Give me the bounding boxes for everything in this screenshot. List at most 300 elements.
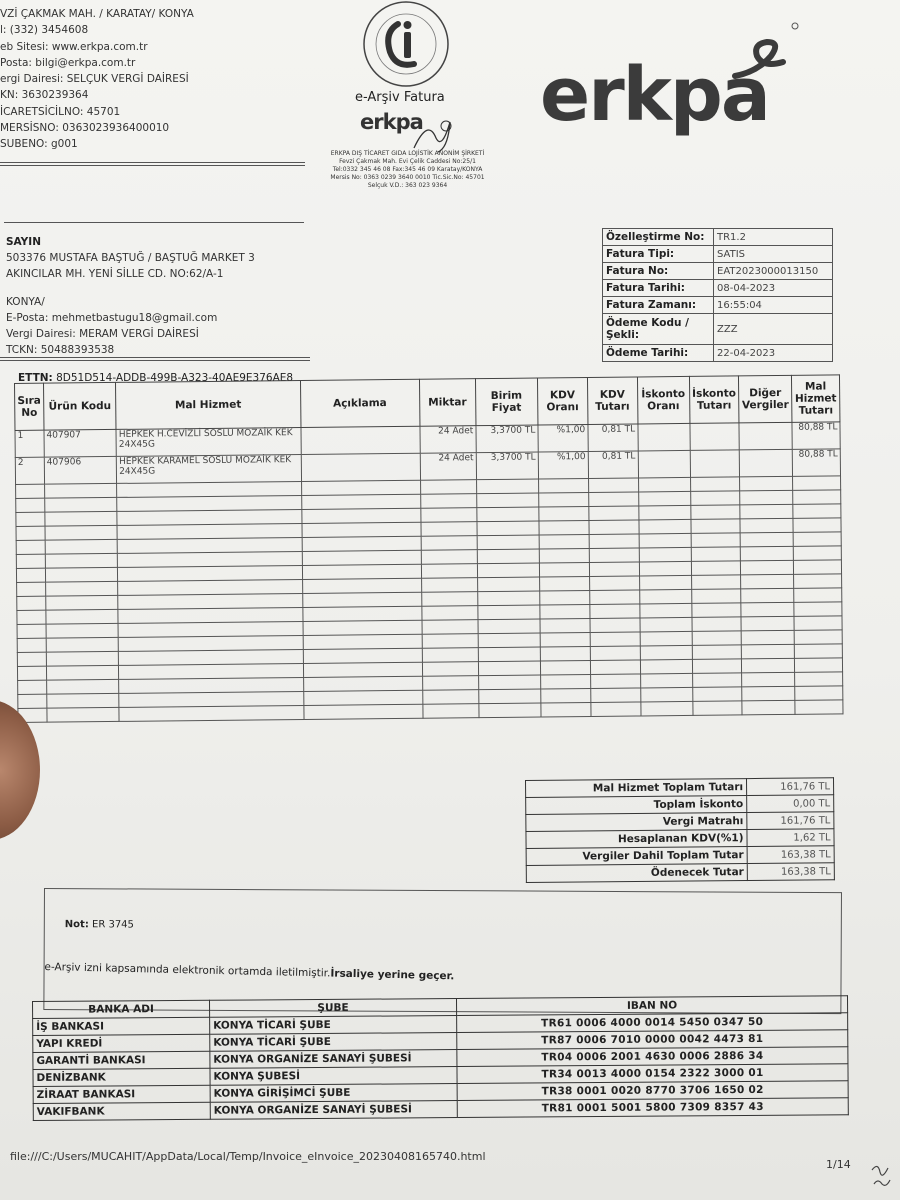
empty-cell <box>691 547 741 562</box>
empty-cell <box>422 662 478 677</box>
bank-iban: TR38 0001 0020 8770 3706 1650 02 <box>457 1081 848 1101</box>
empty-cell <box>303 676 422 691</box>
divider <box>0 357 310 358</box>
note-line <box>65 919 134 930</box>
totals-row <box>526 863 834 883</box>
bank-accounts-table <box>32 995 849 1121</box>
empty-cell <box>302 550 421 565</box>
earsiv-note <box>44 961 454 982</box>
empty-cell <box>541 688 591 703</box>
empty-cell <box>302 564 421 579</box>
col-header: IBAN NO <box>456 996 847 1016</box>
seller-line: SUBENO: g001 <box>0 138 78 151</box>
empty-cell <box>478 619 540 634</box>
col-header: İskonto Tutarı <box>689 376 739 424</box>
cell <box>739 449 792 477</box>
seller-line: KN: 3630239364 <box>0 89 89 102</box>
buyer-info <box>6 234 255 358</box>
empty-cell <box>540 674 590 689</box>
total-value: 0,00 TL <box>747 795 834 813</box>
empty-cell <box>16 568 45 582</box>
bank-branch: KONYA ORGANİZE SANAYİ ŞUBESİ <box>210 1101 457 1120</box>
empty-cell <box>639 561 691 576</box>
cell: 407906 <box>44 456 117 484</box>
empty-cell <box>303 620 422 635</box>
empty-cell <box>478 647 540 662</box>
empty-cell <box>793 532 841 547</box>
cell: 80,88 TL <box>792 449 840 477</box>
empty-cell <box>740 518 793 533</box>
empty-cell <box>302 536 421 551</box>
meta-row <box>603 314 833 345</box>
empty-cell <box>423 704 479 719</box>
seller-line: l: (332) 3454608 <box>0 24 89 37</box>
cell: 80,88 TL <box>792 422 840 450</box>
empty-cell <box>16 540 45 554</box>
empty-cell <box>690 505 740 520</box>
bank-iban: TR81 0001 5001 5800 7309 8357 43 <box>457 1098 848 1118</box>
empty-cell <box>18 680 47 694</box>
cell: 0,81 TL <box>588 424 638 452</box>
bank-name: DENİZBANK <box>33 1068 210 1086</box>
empty-cell <box>691 519 741 534</box>
bank-name: ZİRAAT BANKASI <box>33 1085 210 1103</box>
cell: %1,00 <box>538 451 588 479</box>
empty-cell <box>742 672 795 687</box>
bank-iban: TR61 0006 4000 0014 5450 0347 50 <box>457 1013 848 1033</box>
empty-cell <box>420 494 476 509</box>
empty-cell <box>590 618 640 633</box>
empty-cell <box>47 693 119 708</box>
col-header: ŞUBE <box>209 999 456 1018</box>
empty-cell <box>420 480 476 495</box>
stamp-line: Fevzi Çakmak Mah. Evi Çelik Caddesi No:25/1 <box>339 158 476 165</box>
empty-cell <box>590 632 640 647</box>
empty-cell <box>478 633 540 648</box>
empty-cell <box>476 493 538 508</box>
empty-cell <box>303 634 422 649</box>
cell: 2 <box>15 457 44 484</box>
total-label: Ödenecek Tutar <box>526 864 747 883</box>
empty-cell <box>691 589 741 604</box>
empty-cell <box>691 603 741 618</box>
empty-cell <box>16 554 45 568</box>
buyer-line <box>6 282 255 294</box>
total-label: Vergi Matrahı <box>526 813 747 832</box>
cell: %1,00 <box>538 424 588 452</box>
empty-cell <box>421 536 477 551</box>
empty-cell <box>639 575 691 590</box>
note-label: Not: <box>64 919 89 931</box>
erkpa-logo <box>540 18 800 138</box>
meta-label: Fatura Tipi: <box>603 246 714 263</box>
empty-cell <box>795 686 843 701</box>
empty-cell <box>639 519 691 534</box>
cell <box>690 450 740 478</box>
empty-cell <box>421 578 477 593</box>
empty-cell <box>794 644 842 659</box>
meta-value: 16:55:04 <box>714 297 833 314</box>
empty-cell <box>741 574 794 589</box>
stamp-line: Tel:0332 345 46 08 Fax:345 46 09 Karatay/KONYA <box>332 166 483 173</box>
col-header: Ürün Kodu <box>43 382 116 430</box>
empty-cell <box>589 506 639 521</box>
cell: 0,81 TL <box>588 451 638 479</box>
cell <box>301 426 420 454</box>
buyer-line: 503376 MUSTAFA BAŞTUĞ / BAŞTUĞ MARKET 3 <box>6 252 255 264</box>
empty-cell <box>640 631 692 646</box>
empty-cell <box>17 624 46 638</box>
total-value: 163,38 TL <box>747 863 834 881</box>
empty-cell <box>539 562 589 577</box>
empty-cell <box>45 483 117 498</box>
empty-cell <box>640 687 692 702</box>
empty-cell <box>589 548 639 563</box>
empty-cell <box>589 576 639 591</box>
empty-cell <box>589 590 639 605</box>
seller-line: eb Sitesi: www.erkpa.com.tr <box>0 40 148 53</box>
meta-label: Fatura Tarihi: <box>603 280 714 297</box>
empty-cell <box>691 575 741 590</box>
empty-cell <box>591 702 641 717</box>
empty-cell <box>690 477 740 492</box>
empty-cell <box>478 675 540 690</box>
cell <box>690 423 740 451</box>
cell: HEPKEK KARAMEL SOSLU MOZAİK KEK 24X45G <box>117 455 302 484</box>
empty-cell <box>740 546 793 561</box>
bank-branch: KONYA TİCARİ ŞUBE <box>210 1016 457 1035</box>
empty-cell <box>590 604 640 619</box>
empty-cell <box>18 694 47 708</box>
empty-cell <box>741 560 794 575</box>
empty-cell <box>691 533 741 548</box>
empty-cell <box>17 582 46 596</box>
empty-cell <box>303 690 422 705</box>
bank-name: YAPI KREDİ <box>33 1034 210 1052</box>
total-label: Toplam İskonto <box>526 796 747 815</box>
meta-row <box>603 345 833 362</box>
ettn-value: 8D51D514-ADDB-499B-A323-40AE9E376AE8 <box>56 372 294 384</box>
buyer-line: TCKN: 50488393538 <box>6 344 115 356</box>
empty-cell <box>476 479 538 494</box>
empty-cell <box>46 609 118 624</box>
empty-cell <box>45 511 117 526</box>
empty-cell <box>690 491 740 506</box>
divider <box>0 360 310 361</box>
col-header: Diğer Vergiler <box>739 375 792 423</box>
empty-cell <box>16 498 45 512</box>
empty-cell <box>793 476 841 491</box>
total-label: Mal Hizmet Toplam Tutarı <box>526 779 747 798</box>
empty-cell <box>46 595 118 610</box>
empty-cell <box>540 646 590 661</box>
seller-line: MERSİSNO: 0363023936400010 <box>0 122 170 135</box>
cell: 24 Adet <box>420 426 476 454</box>
empty-cell <box>590 688 640 703</box>
empty-cell <box>421 522 477 537</box>
empty-cell <box>640 645 692 660</box>
buyer-line: Vergi Dairesi: MERAM VERGİ DAİRESİ <box>6 328 199 340</box>
buyer-line: AKINCILAR MH. YENİ SİLLE CD. NO:62/A-1 <box>6 268 224 280</box>
empty-cell <box>421 592 477 607</box>
empty-cell <box>303 704 422 719</box>
note-value: ER 3745 <box>91 919 134 931</box>
empty-cell <box>303 662 422 677</box>
empty-cell <box>422 690 478 705</box>
empty-cell <box>742 700 795 715</box>
total-value: 161,76 TL <box>747 812 834 830</box>
empty-cell <box>16 512 45 526</box>
empty-cell <box>740 504 793 519</box>
seller-line: ergi Dairesi: SELÇUK VERGİ DAİRESİ <box>0 73 189 86</box>
empty-cell <box>795 672 843 687</box>
empty-cell <box>479 703 541 718</box>
total-value: 1,62 TL <box>747 829 834 847</box>
empty-cell <box>793 504 841 519</box>
empty-cell <box>540 604 590 619</box>
empty-cell <box>303 648 422 663</box>
seller-line: Posta: bilgi@erkpa.com.tr <box>0 56 136 69</box>
empty-cell <box>793 518 841 533</box>
empty-cell <box>794 616 842 631</box>
cell: 407907 <box>44 429 117 457</box>
ettn-label: ETTN: <box>18 372 53 384</box>
empty-cell <box>17 638 46 652</box>
cell <box>638 423 690 451</box>
col-header: Açıklama <box>300 379 420 427</box>
col-header: BANKA ADI <box>33 1000 210 1018</box>
empty-cell <box>590 674 640 689</box>
stamp-line: Selçuk V.D.: 363 023 9364 <box>367 182 448 189</box>
empty-cell <box>421 550 477 565</box>
empty-cell <box>46 581 118 596</box>
document-title: e-Arşiv Fatura <box>355 90 445 105</box>
empty-cell <box>590 660 640 675</box>
file-path: file:///C:/Users/MUCAHIT/AppData/Local/Temp/Invoice_eInvoice_20230408165740.html <box>10 1150 486 1163</box>
empty-cell <box>46 665 118 680</box>
empty-cell <box>478 605 540 620</box>
seller-info <box>0 6 194 153</box>
meta-value: TR1.2 <box>714 229 833 246</box>
bank-name: VAKIFBANK <box>33 1102 210 1120</box>
col-header: Mal Hizmet <box>116 381 301 430</box>
cell <box>739 422 792 450</box>
page-number: 1/14 <box>826 1158 851 1171</box>
buyer-heading: SAYIN <box>6 236 41 248</box>
empty-cell <box>477 591 539 606</box>
col-header: Miktar <box>419 379 475 427</box>
stamp-line: Mersis No: 0363 0239 3640 0010 Tic.Sic.No: 45701 <box>330 174 485 181</box>
empty-cell <box>589 534 639 549</box>
col-header: Mal Hizmet Tutarı <box>791 375 839 422</box>
bank-iban: TR87 0006 7010 0000 0042 4473 81 <box>457 1030 848 1050</box>
empty-cell <box>741 616 794 631</box>
empty-cell <box>46 637 118 652</box>
meta-value: ZZZ <box>714 314 833 345</box>
empty-cell <box>640 673 692 688</box>
empty-cell <box>302 606 421 621</box>
empty-cell <box>539 576 589 591</box>
meta-value: 22-04-2023 <box>714 345 833 362</box>
empty-cell <box>540 618 590 633</box>
empty-cell <box>302 592 421 607</box>
bank-iban: TR04 0006 2001 4630 0006 2886 34 <box>457 1047 848 1067</box>
meta-label: Özelleştirme No: <box>603 229 714 246</box>
empty-cell <box>422 634 478 649</box>
meta-row <box>603 263 833 280</box>
empty-cell <box>17 610 46 624</box>
empty-cell <box>16 484 45 498</box>
stamp-line: ERKPA DIŞ TİCARET GIDA LOJİSTİK ANONİM ŞİRKETİ <box>330 150 485 157</box>
handwritten-mark-icon <box>868 1160 894 1194</box>
brand-swoosh-icon <box>725 18 805 88</box>
empty-cell <box>541 702 591 717</box>
meta-value: 08-04-2023 <box>714 280 833 297</box>
bank-branch: KONYA GİRİŞİMCİ ŞUBE <box>210 1084 457 1103</box>
empty-cell <box>742 644 795 659</box>
empty-cell <box>588 492 638 507</box>
empty-cell <box>538 478 588 493</box>
empty-cell <box>638 477 690 492</box>
col-header: KDV Tutarı <box>587 377 637 425</box>
empty-cell <box>794 588 842 603</box>
empty-cell <box>540 632 590 647</box>
empty-cell <box>17 652 46 666</box>
cell: HEPKEK H.CEVİZLİ SOSLU MOZAİK KEK 24X45G <box>116 428 301 457</box>
empty-cell <box>422 620 478 635</box>
meta-row <box>603 297 833 314</box>
empty-cell <box>540 590 590 605</box>
empty-cell <box>478 661 540 676</box>
gib-seal-logo <box>360 0 452 92</box>
empty-cell <box>692 673 742 688</box>
empty-cell <box>477 549 539 564</box>
empty-cell <box>477 535 539 550</box>
empty-cell <box>477 521 539 536</box>
invoice-meta-table <box>602 228 833 362</box>
total-label: Vergiler Dahil Toplam Tutar <box>526 847 747 866</box>
empty-cell <box>45 567 117 582</box>
empty-cell <box>478 689 540 704</box>
empty-cell <box>638 505 690 520</box>
empty-cell <box>740 532 793 547</box>
col-header: Birim Fiyat <box>475 378 538 426</box>
empty-cell <box>16 526 45 540</box>
col-header: KDV Oranı <box>537 377 587 425</box>
total-value: 161,76 TL <box>746 778 833 796</box>
empty-cell <box>741 588 794 603</box>
empty-cell <box>742 658 795 673</box>
empty-cell <box>47 707 119 722</box>
meta-label: Fatura Zamanı: <box>603 297 714 314</box>
empty-cell <box>45 525 117 540</box>
empty-cell <box>794 574 842 589</box>
empty-cell <box>539 548 589 563</box>
meta-row <box>603 246 833 263</box>
bank-branch: KONYA ŞUBESİ <box>210 1067 457 1086</box>
invoice-items-table <box>14 374 844 723</box>
cell: 24 Adet <box>420 453 476 481</box>
empty-cell <box>47 679 119 694</box>
empty-cell <box>794 630 842 645</box>
empty-cell <box>795 700 843 715</box>
col-header: İskonto Oranı <box>637 376 689 424</box>
empty-cell <box>793 546 841 561</box>
empty-cell <box>742 686 795 701</box>
meta-label: Ödeme Tarihi: <box>603 345 714 362</box>
empty-cell <box>301 480 420 495</box>
empty-cell <box>45 539 117 554</box>
meta-row <box>603 229 833 246</box>
empty-cell <box>302 522 421 537</box>
empty-cell <box>422 676 478 691</box>
empty-cell <box>46 623 118 638</box>
brand-wordmark: erkpa <box>540 52 769 138</box>
empty-cell <box>692 617 742 632</box>
empty-cell <box>692 659 742 674</box>
empty-cell <box>639 547 691 562</box>
bank-name: İŞ BANKASI <box>33 1017 210 1035</box>
stamp-signature: erkpa <box>360 110 423 134</box>
empty-cell <box>477 577 539 592</box>
divider <box>0 162 305 163</box>
empty-cell <box>640 617 692 632</box>
empty-cell <box>793 490 841 505</box>
empty-cell <box>477 563 539 578</box>
total-label: Hesaplanan KDV(%1) <box>526 830 747 849</box>
seller-line: İCARETSİCİLNO: 45701 <box>0 105 121 118</box>
empty-cell <box>639 603 691 618</box>
empty-cell <box>421 564 477 579</box>
bank-branch: KONYA TİCARİ ŞUBE <box>210 1033 457 1052</box>
empty-cell <box>539 492 589 507</box>
empty-cell <box>692 631 742 646</box>
divider <box>0 165 305 166</box>
totals-table <box>525 777 835 883</box>
empty-cell <box>639 589 691 604</box>
meta-value: EAT2023000013150 <box>714 263 833 280</box>
empty-cell <box>692 701 742 716</box>
empty-cell <box>539 534 589 549</box>
buyer-line: KONYA/ <box>6 296 45 308</box>
empty-cell <box>638 491 690 506</box>
meta-label: Ödeme Kodu / Şekli: <box>603 314 714 345</box>
empty-cell <box>17 596 46 610</box>
empty-cell <box>692 645 742 660</box>
empty-cell <box>691 561 741 576</box>
col-header: Sıra No <box>15 383 44 430</box>
empty-cell <box>740 476 793 491</box>
empty-cell <box>640 701 692 716</box>
empty-cell <box>741 602 794 617</box>
divider <box>4 222 304 223</box>
empty-cell <box>17 666 46 680</box>
empty-cell <box>421 508 477 523</box>
empty-cell <box>741 630 794 645</box>
empty-cell <box>640 659 692 674</box>
empty-cell <box>477 507 539 522</box>
empty-cell <box>302 578 421 593</box>
empty-cell <box>589 562 639 577</box>
empty-cell <box>692 687 742 702</box>
total-value: 163,38 TL <box>747 846 834 864</box>
earsiv-text: e-Arşiv izni kapsamında elektronik ortamda iletilmiştir. <box>44 961 331 980</box>
company-stamp <box>300 110 515 210</box>
empty-cell <box>589 520 639 535</box>
seller-line: VZİ ÇAKMAK MAH. / KARATAY/ KONYA <box>0 8 194 20</box>
empty-cell <box>740 490 793 505</box>
cell <box>301 453 420 481</box>
